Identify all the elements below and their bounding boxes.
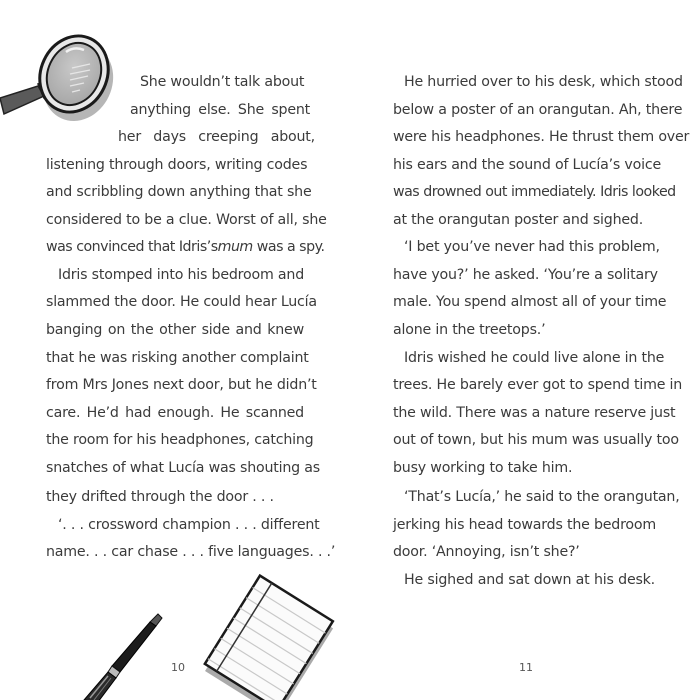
text-line: slammed the door. He could hear Lucía bbox=[46, 294, 317, 310]
page-number: 11 bbox=[519, 661, 533, 674]
text-line: the room for his headphones, catching bbox=[46, 432, 314, 448]
text-line: ‘. . . crossword champion . . . different bbox=[58, 517, 320, 533]
text-line: busy working to take him. bbox=[393, 460, 573, 476]
pen-icon bbox=[78, 610, 168, 700]
text-line: his ears and the sound of Lucía’s voice bbox=[393, 157, 661, 173]
text-line: at the orangutan poster and sighed. bbox=[393, 212, 644, 228]
text-line: He sighed and sat down at his desk. bbox=[404, 572, 655, 588]
magnifying-glass-icon bbox=[0, 20, 125, 130]
text-line: Idris stomped into his bedroom and bbox=[58, 267, 304, 283]
text-line: and scribbling down anything that she bbox=[46, 184, 312, 200]
text-line: She wouldn’t talk about bbox=[140, 74, 305, 90]
text-line: ‘That’s Lucía,’ he said to the orangutan, bbox=[404, 489, 680, 505]
text-line: were his headphones. He thrust them over bbox=[393, 129, 690, 145]
page-number: 10 bbox=[171, 661, 185, 674]
text-line: the wild. There was a nature reserve just bbox=[393, 405, 676, 421]
text-line: name. . . car chase . . . five languages. . .’ bbox=[46, 544, 336, 560]
text-line: have you?’ he asked. ‘You’re a solitary bbox=[393, 267, 658, 283]
text-line: snatches of what Lucía was shouting as bbox=[46, 460, 320, 476]
italic-word: mum bbox=[217, 239, 253, 255]
text-line: ‘I bet you’ve never had this problem, bbox=[404, 239, 660, 255]
text-line: He hurried over to his desk, which stood bbox=[404, 74, 683, 90]
notepad-icon bbox=[198, 572, 338, 700]
text-line: jerking his head towards the bedroom bbox=[393, 517, 656, 533]
text-segment: was a spy. bbox=[252, 239, 325, 255]
text-line: banging on the other side and knew bbox=[46, 322, 304, 338]
text-line: out of town, but his mum was usually too bbox=[393, 432, 679, 448]
text-line: male. You spend almost all of your time bbox=[393, 294, 667, 310]
text-line: below a poster of an orangutan. Ah, there bbox=[393, 102, 683, 118]
text-line: trees. He barely ever got to spend time in bbox=[393, 377, 683, 393]
text-line: care. He’d had enough. He scanned bbox=[46, 405, 304, 421]
text-line: anything else. She spent bbox=[130, 102, 311, 118]
text-line: considered to be a clue. Worst of all, she bbox=[46, 212, 327, 228]
text-line: they drifted through the door . . . bbox=[46, 489, 274, 505]
text-line: that he was risking another complaint bbox=[46, 350, 309, 366]
text-line: her days creeping about, bbox=[118, 129, 315, 145]
right-page bbox=[350, 0, 700, 700]
text-line: listening through doors, writing codes bbox=[46, 157, 308, 173]
text-line bbox=[46, 237, 325, 257]
text-line: from Mrs Jones next door, but he didn’t bbox=[46, 377, 317, 393]
text-line: door. ‘Annoying, isn’t she?’ bbox=[393, 544, 580, 560]
text-line: was drowned out immediately. Idris looked bbox=[393, 184, 676, 200]
text-segment: was convinced that Idris’s bbox=[46, 239, 218, 255]
text-line: alone in the treetops.’ bbox=[393, 322, 546, 338]
text-line: Idris wished he could live alone in the bbox=[404, 350, 665, 366]
